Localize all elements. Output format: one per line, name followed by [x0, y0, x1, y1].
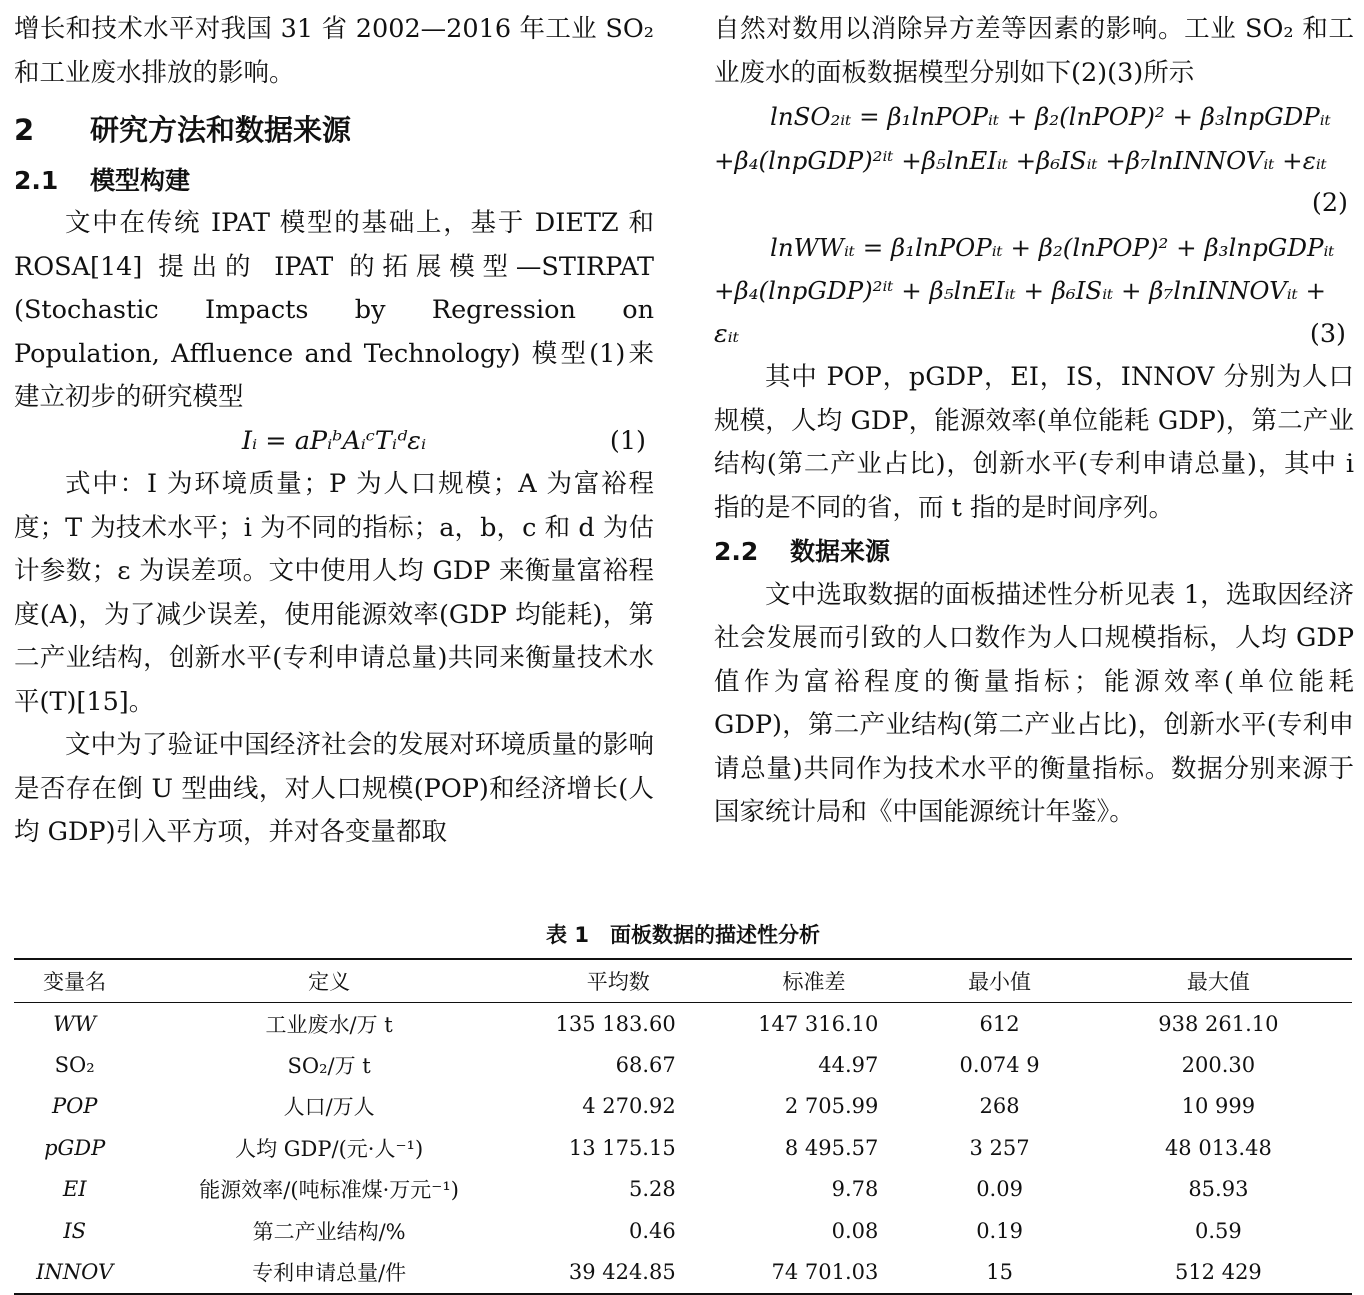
- cell-std: 44.97: [818, 1053, 879, 1078]
- section-title: 数据来源: [790, 537, 891, 566]
- cell-min: 268: [979, 1094, 1020, 1119]
- equation-1-body: Iᵢ = aPᵢᵇAᵢᶜTᵢᵈεᵢ: [241, 425, 427, 456]
- equation-3-number: (3): [1309, 318, 1346, 349]
- right-column: [714, 8, 1354, 835]
- equation-3-line-2: +β₄(lnpGDP)²ⁱᵗ + β₅lnEIᵢₜ + β₆ISᵢₜ + β₇lnINNOVᵢₜ +: [714, 276, 1327, 305]
- header-variable: 变量名: [43, 970, 107, 994]
- section-title: 模型构建: [90, 165, 191, 195]
- cell-max: 85.93: [1188, 1177, 1249, 1202]
- cell-variable: WW: [53, 1011, 97, 1036]
- section-number: 2: [14, 113, 35, 147]
- table-header-row: [14, 959, 1352, 1003]
- section-title: 研究方法和数据来源: [90, 113, 352, 147]
- cell-variable: EI: [62, 1177, 87, 1202]
- cell-mean: 39 424.85: [568, 1260, 676, 1285]
- cell-definition: 人口/万人: [283, 1095, 375, 1120]
- cell-variable: SO₂: [54, 1053, 95, 1078]
- cell-definition: 第二产业结构/%: [252, 1219, 406, 1244]
- cell-max: 0.59: [1195, 1218, 1242, 1243]
- equation-3-line-3: εᵢₜ: [714, 318, 740, 349]
- table-row: [14, 1086, 1352, 1127]
- cell-std: 74 701.03: [771, 1260, 879, 1285]
- equation-2-line-1: lnSO₂ᵢₜ = β₁lnPOPᵢₜ + β₂(lnPOP)² + β₃lnpGDPᵢₜ: [770, 102, 1331, 131]
- left-paragraph-3: 文中为了验证中国经济社会的发展对环境质量的影响是否存在倒 U 型曲线，对人口规模(POP)和经济增长(人均 GDP)引入平方项，并对各变量都取: [14, 730, 654, 847]
- header-std: 标准差: [782, 970, 846, 994]
- table-row: [14, 1044, 1352, 1085]
- left-paragraph-1: 文中在传统 IPAT 模型的基础上，基于 DIETZ 和 ROSA[14] 提出的 IPAT 的拓展模型—STIRPAT (Stochastic Impacts by Regression on Population, Affluence and Technology) 模型(1)来建立初步的研究模型: [14, 208, 654, 412]
- equation-3-line-1: lnWWᵢₜ = β₁lnPOPᵢₜ + β₂(lnPOP)² + β₃lnpGDPᵢₜ: [770, 232, 1335, 262]
- equation-1: [14, 420, 654, 464]
- cell-min: 0.074 9: [959, 1053, 1040, 1078]
- cell-max: 200.30: [1181, 1053, 1256, 1078]
- cell-max: 10 999: [1181, 1094, 1256, 1119]
- cell-definition: 工业废水/万 t: [265, 1012, 393, 1037]
- section-2-2-heading: [714, 530, 1354, 574]
- section-2-heading: [14, 109, 654, 153]
- cell-variable: pGDP: [44, 1135, 106, 1160]
- left-paragraph-0: 增长和技术水平对我国 31 省 2002—2016 年工业 SO₂和工业废水排放的影响。: [14, 14, 654, 88]
- cell-std: 9.78: [831, 1177, 879, 1202]
- table-row: [14, 1251, 1352, 1293]
- right-paragraph-0: 自然对数用以消除异方差等因素的影响。工业 SO₂ 和工业废水的面板数据模型分别如下(2)(3)所示: [714, 14, 1354, 88]
- cell-mean: 68.67: [615, 1053, 676, 1078]
- cell-definition: 人均 GDP/(元·人⁻¹): [235, 1136, 424, 1161]
- cell-max: 48 013.48: [1164, 1135, 1272, 1160]
- cell-variable: POP: [51, 1094, 98, 1119]
- left-paragraph-2: 式中：I 为环境质量；P 为人口规模；A 为富裕程度；T 为技术水平；i 为不同的指标；a，b，c 和 d 为估计参数；ε 为误差项。文中使用人均 GDP 来衡量富裕程度(A)，为了减少误差，使用能源效率(GDP 均能耗)，第二产业结构，创新水平(专利申请总量)共同来衡量技术水平(T)[15]。: [14, 469, 654, 717]
- section-number: 2.1: [14, 165, 59, 195]
- table-caption: 表 1 面板数据的描述性分析: [546, 923, 820, 947]
- cell-std: 0.08: [831, 1218, 879, 1243]
- cell-mean: 13 175.15: [568, 1135, 676, 1160]
- table-row: [14, 1003, 1352, 1045]
- cell-definition: 专利申请总量/件: [252, 1261, 407, 1286]
- equation-2-number: (2): [1311, 188, 1348, 218]
- cell-definition: SO₂/万 t: [287, 1054, 371, 1079]
- cell-mean: 5.28: [628, 1177, 676, 1202]
- cell-mean: 4 270.92: [582, 1094, 676, 1119]
- table-row: [14, 1127, 1352, 1168]
- cell-mean: 135 183.60: [555, 1011, 676, 1036]
- section-2-1-heading: [14, 159, 654, 203]
- cell-mean: 0.46: [628, 1218, 676, 1243]
- cell-definition: 能源效率/(吨标准煤·万元⁻¹): [199, 1178, 459, 1203]
- right-paragraph-2: 文中选取数据的面板描述性分析见表 1，选取因经济社会发展而引致的人口数作为人口规模指标，人均 GDP 值作为富裕程度的衡量指标；能源效率(单位能耗 GDP)，第二产业结构(第二产业占比)，创新水平(专利申请总量)共同作为技术水平的衡量指标。数据分别来源于国家统计局和《中国能源统计年鉴》。: [714, 579, 1354, 827]
- cell-min: 3 257: [969, 1135, 1030, 1160]
- descriptive-stats-table: [14, 958, 1352, 1295]
- equation-2-line-2: +β₄(lnpGDP)²ⁱᵗ +β₅lnEIᵢₜ +β₆ISᵢₜ +β₇lnINNOVᵢₜ +εᵢₜ: [714, 145, 1327, 175]
- cell-variable: INNOV: [36, 1260, 114, 1285]
- equation-3-tail: [714, 313, 1354, 357]
- section-number: 2.2: [714, 537, 759, 566]
- cell-std: 8 495.57: [784, 1135, 879, 1160]
- cell-variable: IS: [63, 1218, 87, 1243]
- cell-max: 512 429: [1174, 1260, 1262, 1285]
- right-paragraph-1: 其中 POP，pGDP，EI，IS，INNOV 分别为人口规模，人均 GDP，能源效率(单位能耗 GDP)，第二产业结构(第二产业占比)，创新水平(专利申请总量)，其中 i 指的是不同的省，而 t 指的是时间序列。: [714, 362, 1354, 523]
- header-max: 最大值: [1186, 970, 1250, 994]
- cell-std: 2 705.99: [784, 1094, 879, 1119]
- cell-min: 612: [979, 1011, 1020, 1036]
- cell-min: 15: [986, 1260, 1013, 1285]
- cell-min: 0.09: [976, 1177, 1023, 1202]
- left-column: [14, 8, 654, 855]
- table-row: [14, 1169, 1352, 1210]
- cell-std: 147 316.10: [758, 1011, 879, 1036]
- header-min: 最小值: [968, 970, 1032, 994]
- header-definition: 定义: [308, 970, 351, 994]
- cell-min: 0.19: [976, 1218, 1023, 1243]
- cell-max: 938 261.10: [1158, 1011, 1279, 1036]
- table-1: [14, 918, 1352, 1295]
- header-mean: 平均数: [586, 970, 650, 994]
- equation-1-number: (1): [609, 425, 646, 456]
- table-row: [14, 1210, 1352, 1251]
